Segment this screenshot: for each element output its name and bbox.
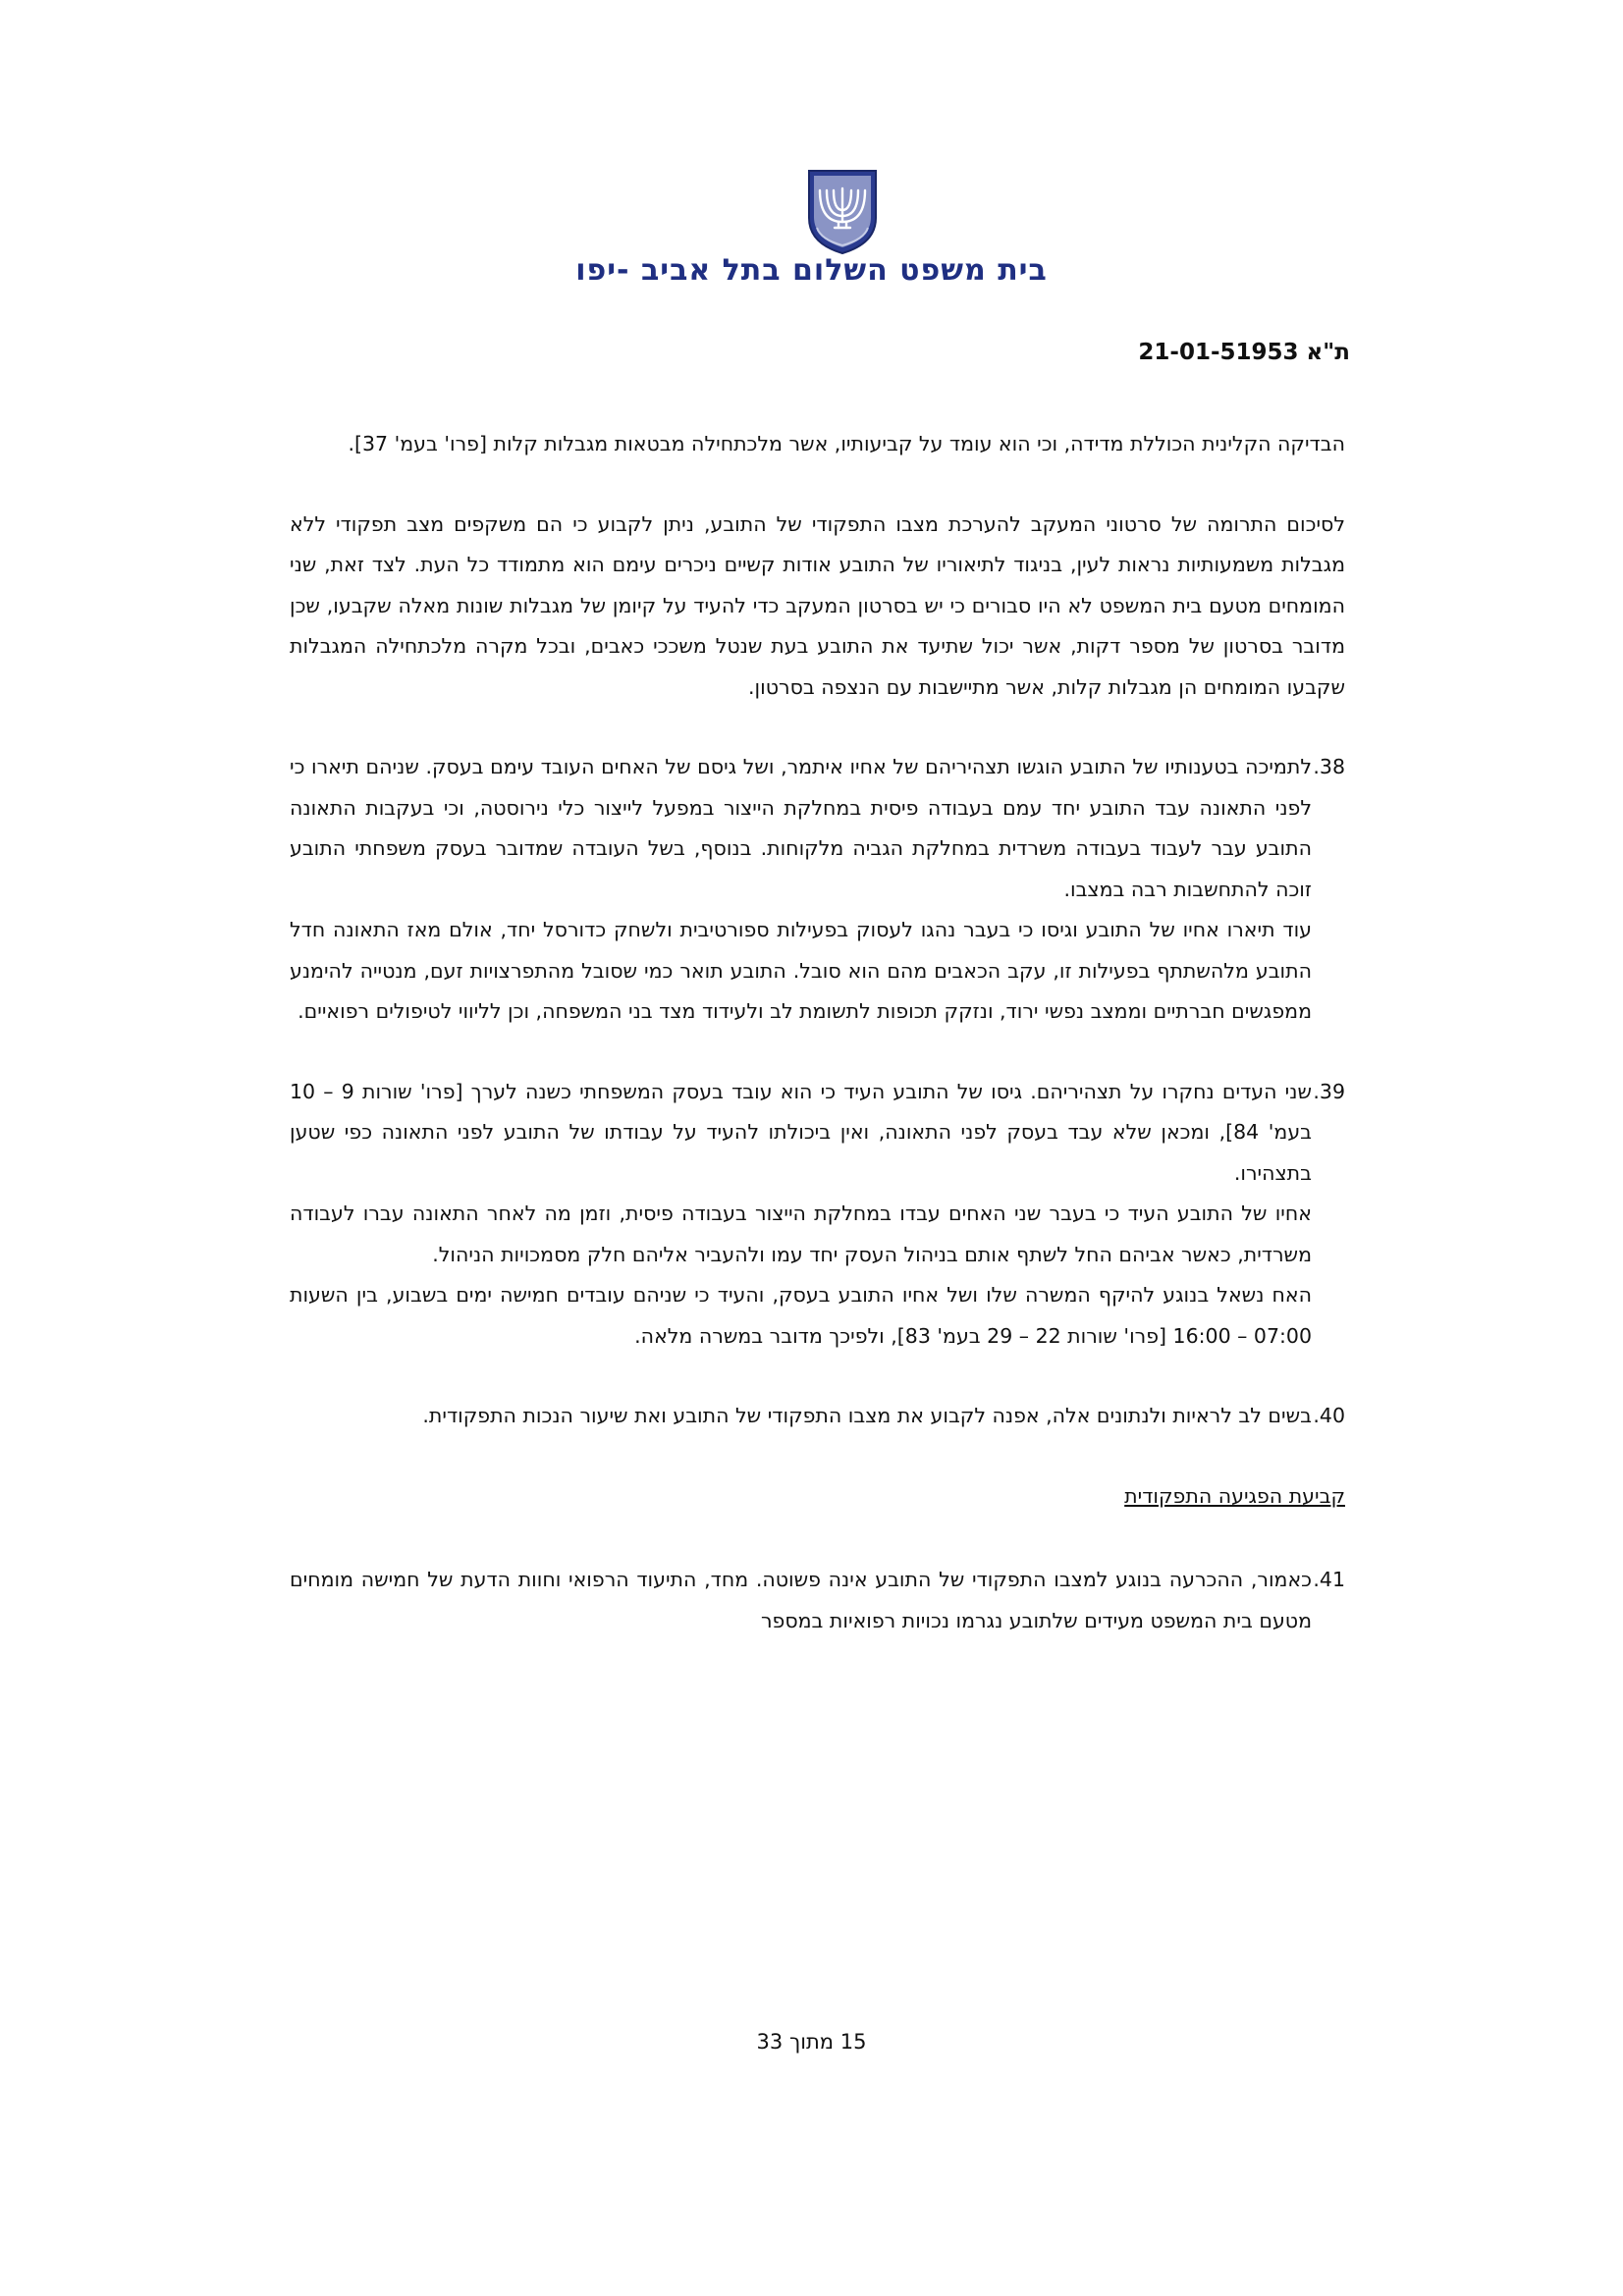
paragraph-number: 38. bbox=[1313, 755, 1345, 778]
paragraph-text: לתמיכה בטענותיו של התובע הוגשו תצהיריהם של אחיו איתמר, ושל גיסם של האחים העובד עימם בעסק. שניהם תיארו כי לפני התאונה עבד התובע יחד עמם בעבודה פיסית במחלקת הייצור במפעל לייצור כלי נירוסטה, וכי בעקבות התאונה התובע עבר לעבוד בעבודה משרדית במחלקת הגביה מלקוחות. בנוסף, בשל העובדה שמדובר בעסק משפחתי התובע זוכה להתחשבות רבה במצבו. bbox=[290, 755, 1312, 901]
paragraph-body bbox=[290, 1560, 1312, 1641]
paragraph-text: עוד תיארו אחיו של התובע וגיסו כי בעבר נהגו לעסוק בפעילות ספורטיבית ולשחק כדורסל יחד, אולם מאז התאונה חדל התובע מלהשתתף בפעילות זו, עקב הכאבים מהם הוא סובל. התובע תואר כמי שסובל מהתפרצויות זעם, מנטייה להימנע ממפגשים חברתיים וממצב נפשי ירוד, ונזקק תכופות לתשומת לב ולעידוד מצד בני המשפחה, וכן לליווי לטיפולים רפואיים. bbox=[290, 918, 1312, 1023]
paragraph-41 bbox=[290, 1560, 1345, 1641]
paragraph-number: 40. bbox=[1313, 1404, 1345, 1427]
paragraph-text: בשים לב לראיות ולנתונים אלה, אפנה לקבוע את מצבו התפקודי של התובע ואת שיעור הנכות התפקודית. bbox=[422, 1404, 1312, 1427]
state-of-israel-emblem-icon bbox=[803, 167, 882, 255]
paragraph-body bbox=[290, 747, 1312, 1033]
paragraph-38 bbox=[290, 747, 1345, 1033]
paragraph-text: כאמור, ההכרעה בנוגע למצבו התפקודי של התובע אינה פשוטה. מחד, התיעוד הרפואי וחוות הדעת של חמישה מומחים מטעם בית המשפט מעידים שלתובע נגרמו נכויות רפואיות במספר bbox=[290, 1568, 1312, 1632]
paragraph-body bbox=[290, 1072, 1312, 1358]
summary-paragraph: לסיכום התרומה של סרטוני המעקב להערכת מצבו התפקודי של התובע, ניתן לקבוע כי הם משקפים מצב תפקודי ללא מגבלות משמעותיות נראות לעין, בניגוד לתיאוריו של התובע אודות קשיים ניכרים עימם הוא מתמודד כל העת. לצד זאת, שני המומחים מטעם בית המשפט לא היו סבורים כי יש בסרטון המעקב כדי להעיד על קיומן של מגבלות שונות מאלה שקבעו, שכן מדובר בסרטון של מספר דקות, אשר יכול שתיעד את התובע בעת שנטל משככי כאבים, ובכל מקרה מלכתחילה המגבלות שקבעו המומחים הן מגבלות קלות, אשר מתיישבות עם הנצפה בסרטון. bbox=[290, 511, 1345, 699]
paragraph-text: האח נשאל בנוגע להיקף המשרה שלו ושל אחיו התובע בעסק, והעיד כי שניהם עובדים חמישה ימים בשבוע, בין השעות 07:00 – 16:00 [פרו' שורות 22 – 29 בעמ' 83], ולפיכך מדובר במשרה מלאה. bbox=[290, 1283, 1312, 1348]
paragraph-number: 41. bbox=[1313, 1568, 1345, 1591]
paragraph-body bbox=[290, 1396, 1312, 1437]
judgment-body bbox=[290, 424, 1345, 1681]
paragraph-40 bbox=[290, 1396, 1345, 1437]
paragraph-text: שני העדים נחקרו על תצהיריהם. גיסו של התובע העיד כי הוא עובד בעסק המשפחתי כשנה לערך [פרו' שורות 9 – 10 בעמ' 84], ומכאן שלא עבד בעסק לפני התאונה, ואין ביכולתו להעיד על עבודתו של התובע לפני התאונה כפי שטען בתצהירו. bbox=[290, 1079, 1312, 1185]
section-heading: קביעת הפגיעה התפקודית bbox=[1124, 1483, 1345, 1508]
intro-paragraph: הבדיקה הקלינית הכוללת מדידה, וכי הוא עומד על קביעותיו, אשר מלכתחילה מבטאות מגבלות קלות [פרו' בעמ' 37]. bbox=[348, 432, 1345, 455]
paragraph-39 bbox=[290, 1072, 1345, 1358]
page-number: 15 מתוך 33 bbox=[756, 2030, 867, 2054]
court-name: בית משפט השלום בתל אביב -יפו bbox=[575, 253, 1048, 288]
case-number: ת"א 21-01-51953 bbox=[1138, 340, 1350, 365]
paragraph-number: 39. bbox=[1313, 1079, 1345, 1103]
paragraph-text: אחיו של התובע העיד כי בעבר שני האחים עבדו במחלקת הייצור בעבודה פיסית, וזמן מה לאחר התאונה עברו לעבודה משרדית, כאשר אביהם החל לשתף אותם בניהול העסק יחד עמו ולהעביר אליהם חלק מסמכויות הניהול. bbox=[290, 1201, 1312, 1266]
